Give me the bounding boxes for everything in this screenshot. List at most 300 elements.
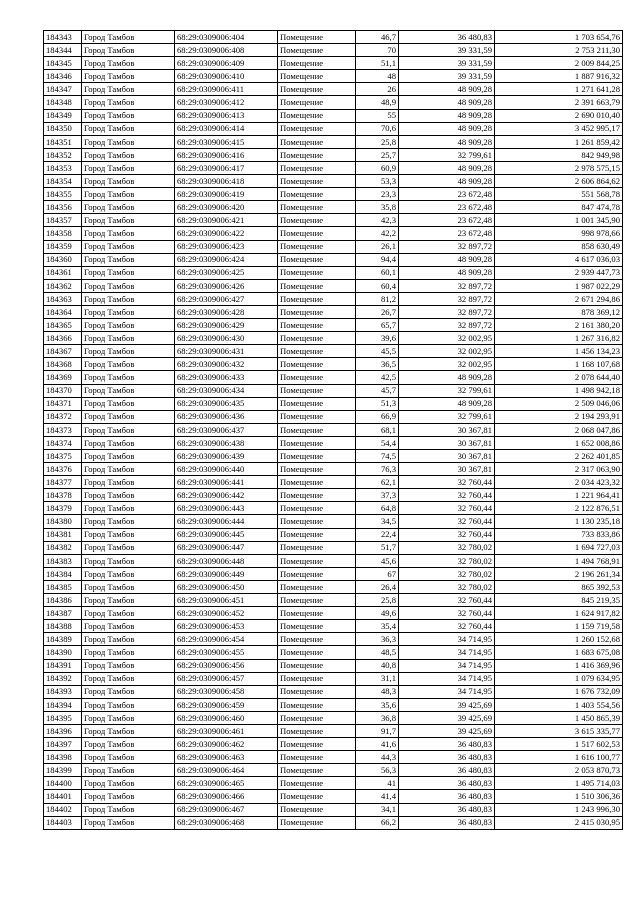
row-id-cell: 184366 (44, 332, 82, 345)
city-cell: Город Тамбов (82, 672, 175, 685)
cadastral-number-cell: 68:29:0309006:456 (175, 659, 278, 672)
city-cell: Город Тамбов (82, 240, 175, 253)
cadastral-value-cell: 1 261 859,42 (495, 135, 623, 148)
object-type-cell: Помещение (278, 685, 356, 698)
row-id-cell: 184375 (44, 450, 82, 463)
row-id-cell: 184359 (44, 240, 82, 253)
area-cell: 81,2 (356, 292, 399, 305)
object-type-cell: Помещение (278, 240, 356, 253)
object-type-cell: Помещение (278, 175, 356, 188)
unit-value-cell: 48 909,28 (399, 83, 495, 96)
unit-value-cell: 30 367,81 (399, 423, 495, 436)
unit-value-cell: 34 714,95 (399, 672, 495, 685)
object-type-cell: Помещение (278, 607, 356, 620)
cadastral-number-cell: 68:29:0309006:412 (175, 96, 278, 109)
area-cell: 60,9 (356, 161, 399, 174)
cadastral-number-cell: 68:29:0309006:408 (175, 44, 278, 57)
cadastral-value-cell: 998 978,66 (495, 227, 623, 240)
unit-value-cell: 36 480,83 (399, 777, 495, 790)
row-id-cell: 184379 (44, 502, 82, 515)
cadastral-value-cell: 2 606 864,62 (495, 175, 623, 188)
unit-value-cell: 32 897,72 (399, 240, 495, 253)
cadastral-number-cell: 68:29:0309006:458 (175, 685, 278, 698)
table-row (44, 580, 623, 593)
table-row (44, 214, 623, 227)
city-cell: Город Тамбов (82, 292, 175, 305)
area-cell: 70,6 (356, 122, 399, 135)
city-cell: Город Тамбов (82, 96, 175, 109)
cadastral-number-cell: 68:29:0309006:445 (175, 528, 278, 541)
city-cell: Город Тамбов (82, 594, 175, 607)
cadastral-number-cell: 68:29:0309006:419 (175, 188, 278, 201)
city-cell: Город Тамбов (82, 607, 175, 620)
table-row (44, 751, 623, 764)
cadastral-number-cell: 68:29:0309006:441 (175, 476, 278, 489)
city-cell: Город Тамбов (82, 489, 175, 502)
row-id-cell: 184344 (44, 44, 82, 57)
area-cell: 42,5 (356, 371, 399, 384)
table-row (44, 790, 623, 803)
cadastral-value-cell: 1 517 602,53 (495, 738, 623, 751)
cadastral-number-cell: 68:29:0309006:455 (175, 646, 278, 659)
row-id-cell: 184395 (44, 711, 82, 724)
row-id-cell: 184349 (44, 109, 82, 122)
area-cell: 41 (356, 777, 399, 790)
cadastral-number-cell: 68:29:0309006:420 (175, 201, 278, 214)
area-cell: 51,3 (356, 397, 399, 410)
cadastral-value-cell: 2 009 844,25 (495, 57, 623, 70)
city-cell: Город Тамбов (82, 397, 175, 410)
row-id-cell: 184358 (44, 227, 82, 240)
city-cell: Город Тамбов (82, 711, 175, 724)
area-cell: 26,4 (356, 580, 399, 593)
unit-value-cell: 39 425,69 (399, 724, 495, 737)
row-id-cell: 184384 (44, 567, 82, 580)
cadastral-value-cell: 551 568,78 (495, 188, 623, 201)
object-type-cell: Помещение (278, 450, 356, 463)
object-type-cell: Помещение (278, 44, 356, 57)
city-cell: Город Тамбов (82, 790, 175, 803)
area-cell: 56,3 (356, 764, 399, 777)
table-row (44, 384, 623, 397)
cadastral-number-cell: 68:29:0309006:409 (175, 57, 278, 70)
table-row (44, 515, 623, 528)
area-cell: 41,6 (356, 738, 399, 751)
table-row (44, 227, 623, 240)
table-row (44, 201, 623, 214)
cadastral-value-cell: 1 652 008,86 (495, 436, 623, 449)
unit-value-cell: 32 780,02 (399, 554, 495, 567)
table-row (44, 44, 623, 57)
city-cell: Город Тамбов (82, 345, 175, 358)
row-id-cell: 184360 (44, 253, 82, 266)
cadastral-value-cell: 865 392,53 (495, 580, 623, 593)
area-cell: 31,1 (356, 672, 399, 685)
cadastral-number-cell: 68:29:0309006:428 (175, 305, 278, 318)
cadastral-value-cell: 1 887 916,32 (495, 70, 623, 83)
table-row (44, 279, 623, 292)
unit-value-cell: 48 909,28 (399, 96, 495, 109)
unit-value-cell: 39 331,59 (399, 44, 495, 57)
city-cell: Город Тамбов (82, 436, 175, 449)
cadastral-value-cell: 2 317 063,90 (495, 463, 623, 476)
city-cell: Город Тамбов (82, 620, 175, 633)
cadastral-number-cell: 68:29:0309006:430 (175, 332, 278, 345)
object-type-cell: Помещение (278, 646, 356, 659)
unit-value-cell: 32 897,72 (399, 319, 495, 332)
object-type-cell: Помещение (278, 57, 356, 70)
row-id-cell: 184363 (44, 292, 82, 305)
area-cell: 34,5 (356, 515, 399, 528)
table-row (44, 724, 623, 737)
cadastral-number-cell: 68:29:0309006:424 (175, 253, 278, 266)
city-cell: Город Тамбов (82, 279, 175, 292)
cadastral-value-cell: 4 617 036,03 (495, 253, 623, 266)
row-id-cell: 184392 (44, 672, 82, 685)
cadastral-number-cell: 68:29:0309006:427 (175, 292, 278, 305)
cadastral-number-cell: 68:29:0309006:404 (175, 31, 278, 44)
city-cell: Город Тамбов (82, 148, 175, 161)
area-cell: 62,1 (356, 476, 399, 489)
area-cell: 36,5 (356, 358, 399, 371)
table-row (44, 332, 623, 345)
row-id-cell: 184348 (44, 96, 82, 109)
cadastral-value-cell: 1 494 768,91 (495, 554, 623, 567)
object-type-cell: Помещение (278, 659, 356, 672)
cadastral-value-cell: 2 391 663,79 (495, 96, 623, 109)
unit-value-cell: 39 331,59 (399, 70, 495, 83)
object-type-cell: Помещение (278, 70, 356, 83)
unit-value-cell: 32 799,61 (399, 148, 495, 161)
table-row (44, 738, 623, 751)
cadastral-value-cell: 2 078 644,40 (495, 371, 623, 384)
unit-value-cell: 32 760,44 (399, 502, 495, 515)
area-cell: 36,8 (356, 711, 399, 724)
unit-value-cell: 34 714,95 (399, 685, 495, 698)
row-id-cell: 184371 (44, 397, 82, 410)
row-id-cell: 184369 (44, 371, 82, 384)
area-cell: 26 (356, 83, 399, 96)
area-cell: 36,3 (356, 633, 399, 646)
cadastral-number-cell: 68:29:0309006:463 (175, 751, 278, 764)
table-row (44, 122, 623, 135)
object-type-cell: Помещение (278, 764, 356, 777)
unit-value-cell: 48 909,28 (399, 266, 495, 279)
unit-value-cell: 23 672,48 (399, 227, 495, 240)
area-cell: 45,6 (356, 554, 399, 567)
table-row (44, 148, 623, 161)
cadastral-number-cell: 68:29:0309006:457 (175, 672, 278, 685)
unit-value-cell: 32 760,44 (399, 489, 495, 502)
cadastral-value-cell: 1 260 152,68 (495, 633, 623, 646)
city-cell: Город Тамбов (82, 502, 175, 515)
city-cell: Город Тамбов (82, 463, 175, 476)
unit-value-cell: 32 002,95 (399, 358, 495, 371)
area-cell: 65,7 (356, 319, 399, 332)
cadastral-number-cell: 68:29:0309006:454 (175, 633, 278, 646)
city-cell: Город Тамбов (82, 266, 175, 279)
unit-value-cell: 23 672,48 (399, 188, 495, 201)
city-cell: Город Тамбов (82, 122, 175, 135)
table-row (44, 175, 623, 188)
object-type-cell: Помещение (278, 423, 356, 436)
area-cell: 45,5 (356, 345, 399, 358)
area-cell: 26,1 (356, 240, 399, 253)
row-id-cell: 184396 (44, 724, 82, 737)
city-cell: Город Тамбов (82, 332, 175, 345)
unit-value-cell: 32 799,61 (399, 384, 495, 397)
cadastral-number-cell: 68:29:0309006:410 (175, 70, 278, 83)
row-id-cell: 184383 (44, 554, 82, 567)
cadastral-value-cell: 2 196 261,34 (495, 567, 623, 580)
area-cell: 67 (356, 567, 399, 580)
object-type-cell: Помещение (278, 633, 356, 646)
unit-value-cell: 39 331,59 (399, 57, 495, 70)
city-cell: Город Тамбов (82, 803, 175, 816)
row-id-cell: 184370 (44, 384, 82, 397)
city-cell: Город Тамбов (82, 188, 175, 201)
unit-value-cell: 36 480,83 (399, 751, 495, 764)
table-row (44, 633, 623, 646)
row-id-cell: 184380 (44, 515, 82, 528)
unit-value-cell: 32 897,72 (399, 292, 495, 305)
cadastral-number-cell: 68:29:0309006:436 (175, 410, 278, 423)
row-id-cell: 184401 (44, 790, 82, 803)
table-row (44, 345, 623, 358)
cadastral-number-cell: 68:29:0309006:414 (175, 122, 278, 135)
cadastral-number-cell: 68:29:0309006:459 (175, 698, 278, 711)
row-id-cell: 184393 (44, 685, 82, 698)
unit-value-cell: 32 760,44 (399, 476, 495, 489)
area-cell: 48 (356, 70, 399, 83)
area-cell: 60,1 (356, 266, 399, 279)
area-cell: 48,5 (356, 646, 399, 659)
cadastral-number-cell: 68:29:0309006:461 (175, 724, 278, 737)
table-row (44, 188, 623, 201)
table-row (44, 803, 623, 816)
unit-value-cell: 36 480,83 (399, 790, 495, 803)
table-row (44, 253, 623, 266)
object-type-cell: Помещение (278, 816, 356, 829)
cadastral-value-cell: 1 498 942,18 (495, 384, 623, 397)
object-type-cell: Помещение (278, 384, 356, 397)
area-cell: 51,1 (356, 57, 399, 70)
row-id-cell: 184386 (44, 594, 82, 607)
cadastral-value-cell: 1 130 235,18 (495, 515, 623, 528)
cadastral-number-cell: 68:29:0309006:450 (175, 580, 278, 593)
row-id-cell: 184347 (44, 83, 82, 96)
area-cell: 34,1 (356, 803, 399, 816)
area-cell: 23,3 (356, 188, 399, 201)
city-cell: Город Тамбов (82, 476, 175, 489)
table-row (44, 476, 623, 489)
unit-value-cell: 32 002,95 (399, 345, 495, 358)
row-id-cell: 184362 (44, 279, 82, 292)
area-cell: 48,3 (356, 685, 399, 698)
city-cell: Город Тамбов (82, 135, 175, 148)
area-cell: 42,3 (356, 214, 399, 227)
cadastral-number-cell: 68:29:0309006:437 (175, 423, 278, 436)
table-row (44, 816, 623, 829)
row-id-cell: 184367 (44, 345, 82, 358)
cadastral-value-cell: 1 694 727,03 (495, 541, 623, 554)
unit-value-cell: 39 425,69 (399, 698, 495, 711)
city-cell: Город Тамбов (82, 161, 175, 174)
unit-value-cell: 36 480,83 (399, 803, 495, 816)
table-row (44, 777, 623, 790)
row-id-cell: 184350 (44, 122, 82, 135)
unit-value-cell: 32 780,02 (399, 541, 495, 554)
city-cell: Город Тамбов (82, 541, 175, 554)
table-row (44, 70, 623, 83)
area-cell: 66,9 (356, 410, 399, 423)
cadastral-value-cell: 2 262 401,85 (495, 450, 623, 463)
unit-value-cell: 36 480,83 (399, 738, 495, 751)
table-row (44, 607, 623, 620)
cadastral-value-cell: 1 159 719,58 (495, 620, 623, 633)
object-type-cell: Помещение (278, 541, 356, 554)
city-cell: Город Тамбов (82, 371, 175, 384)
cadastral-number-cell: 68:29:0309006:418 (175, 175, 278, 188)
row-id-cell: 184374 (44, 436, 82, 449)
cadastral-number-cell: 68:29:0309006:411 (175, 83, 278, 96)
table-row (44, 57, 623, 70)
cadastral-value-cell: 1 624 917,82 (495, 607, 623, 620)
object-type-cell: Помещение (278, 672, 356, 685)
area-cell: 45,7 (356, 384, 399, 397)
cadastral-number-cell: 68:29:0309006:425 (175, 266, 278, 279)
cadastral-value-cell: 1 271 641,28 (495, 83, 623, 96)
row-id-cell: 184403 (44, 816, 82, 829)
table-row (44, 489, 623, 502)
table-row (44, 659, 623, 672)
table-row (44, 83, 623, 96)
table-row (44, 292, 623, 305)
cadastral-value-cell: 1 267 316,82 (495, 332, 623, 345)
cadastral-value-cell: 2 053 870,73 (495, 764, 623, 777)
city-cell: Город Тамбов (82, 777, 175, 790)
city-cell: Город Тамбов (82, 764, 175, 777)
table-row (44, 620, 623, 633)
area-cell: 40,8 (356, 659, 399, 672)
table-row (44, 594, 623, 607)
cadastral-value-cell: 1 510 306,36 (495, 790, 623, 803)
city-cell: Город Тамбов (82, 70, 175, 83)
cadastral-value-cell: 845 219,35 (495, 594, 623, 607)
table-row (44, 423, 623, 436)
area-cell: 42,2 (356, 227, 399, 240)
object-type-cell: Помещение (278, 724, 356, 737)
area-cell: 76,3 (356, 463, 399, 476)
cadastral-value-cell: 2 068 047,86 (495, 423, 623, 436)
city-cell: Город Тамбов (82, 44, 175, 57)
unit-value-cell: 48 909,28 (399, 371, 495, 384)
cadastral-number-cell: 68:29:0309006:421 (175, 214, 278, 227)
cadastral-value-cell: 2 415 030,95 (495, 816, 623, 829)
cadastral-number-cell: 68:29:0309006:423 (175, 240, 278, 253)
row-id-cell: 184389 (44, 633, 82, 646)
table-body (44, 31, 623, 830)
cadastral-number-cell: 68:29:0309006:440 (175, 463, 278, 476)
area-cell: 74,5 (356, 450, 399, 463)
table-row (44, 358, 623, 371)
object-type-cell: Помещение (278, 345, 356, 358)
unit-value-cell: 32 002,95 (399, 332, 495, 345)
row-id-cell: 184343 (44, 31, 82, 44)
table-row (44, 672, 623, 685)
unit-value-cell: 34 714,95 (399, 646, 495, 659)
city-cell: Город Тамбов (82, 57, 175, 70)
table-row (44, 31, 623, 44)
area-cell: 51,7 (356, 541, 399, 554)
object-type-cell: Помещение (278, 188, 356, 201)
city-cell: Город Тамбов (82, 410, 175, 423)
city-cell: Город Тамбов (82, 698, 175, 711)
row-id-cell: 184402 (44, 803, 82, 816)
area-cell: 94,4 (356, 253, 399, 266)
cadastral-value-cell: 2 753 211,30 (495, 44, 623, 57)
object-type-cell: Помещение (278, 528, 356, 541)
unit-value-cell: 36 480,83 (399, 816, 495, 829)
object-type-cell: Помещение (278, 253, 356, 266)
cadastral-number-cell: 68:29:0309006:465 (175, 777, 278, 790)
unit-value-cell: 32 780,02 (399, 567, 495, 580)
city-cell: Город Тамбов (82, 659, 175, 672)
table-row (44, 240, 623, 253)
row-id-cell: 184397 (44, 738, 82, 751)
cadastral-value-cell: 1 243 996,30 (495, 803, 623, 816)
row-id-cell: 184399 (44, 764, 82, 777)
unit-value-cell: 32 897,72 (399, 305, 495, 318)
cadastral-value-cell: 1 703 654,76 (495, 31, 623, 44)
area-cell: 64,8 (356, 502, 399, 515)
row-id-cell: 184385 (44, 580, 82, 593)
cadastral-number-cell: 68:29:0309006:429 (175, 319, 278, 332)
city-cell: Город Тамбов (82, 358, 175, 371)
cadastral-number-cell: 68:29:0309006:444 (175, 515, 278, 528)
object-type-cell: Помещение (278, 777, 356, 790)
city-cell: Город Тамбов (82, 384, 175, 397)
object-type-cell: Помещение (278, 332, 356, 345)
object-type-cell: Помещение (278, 515, 356, 528)
table-row (44, 135, 623, 148)
object-type-cell: Помещение (278, 803, 356, 816)
area-cell: 55 (356, 109, 399, 122)
object-type-cell: Помещение (278, 319, 356, 332)
cadastral-number-cell: 68:29:0309006:434 (175, 384, 278, 397)
unit-value-cell: 30 367,81 (399, 463, 495, 476)
object-type-cell: Помещение (278, 371, 356, 384)
area-cell: 48,9 (356, 96, 399, 109)
city-cell: Город Тамбов (82, 214, 175, 227)
object-type-cell: Помещение (278, 201, 356, 214)
cadastral-number-cell: 68:29:0309006:413 (175, 109, 278, 122)
table-row (44, 266, 623, 279)
city-cell: Город Тамбов (82, 319, 175, 332)
row-id-cell: 184351 (44, 135, 82, 148)
table-row (44, 764, 623, 777)
table-row (44, 711, 623, 724)
cadastral-number-cell: 68:29:0309006:417 (175, 161, 278, 174)
area-cell: 54,4 (356, 436, 399, 449)
table-row (44, 685, 623, 698)
object-type-cell: Помещение (278, 502, 356, 515)
city-cell: Город Тамбов (82, 201, 175, 214)
table-row (44, 305, 623, 318)
area-cell: 37,3 (356, 489, 399, 502)
table-row (44, 319, 623, 332)
table-row (44, 698, 623, 711)
